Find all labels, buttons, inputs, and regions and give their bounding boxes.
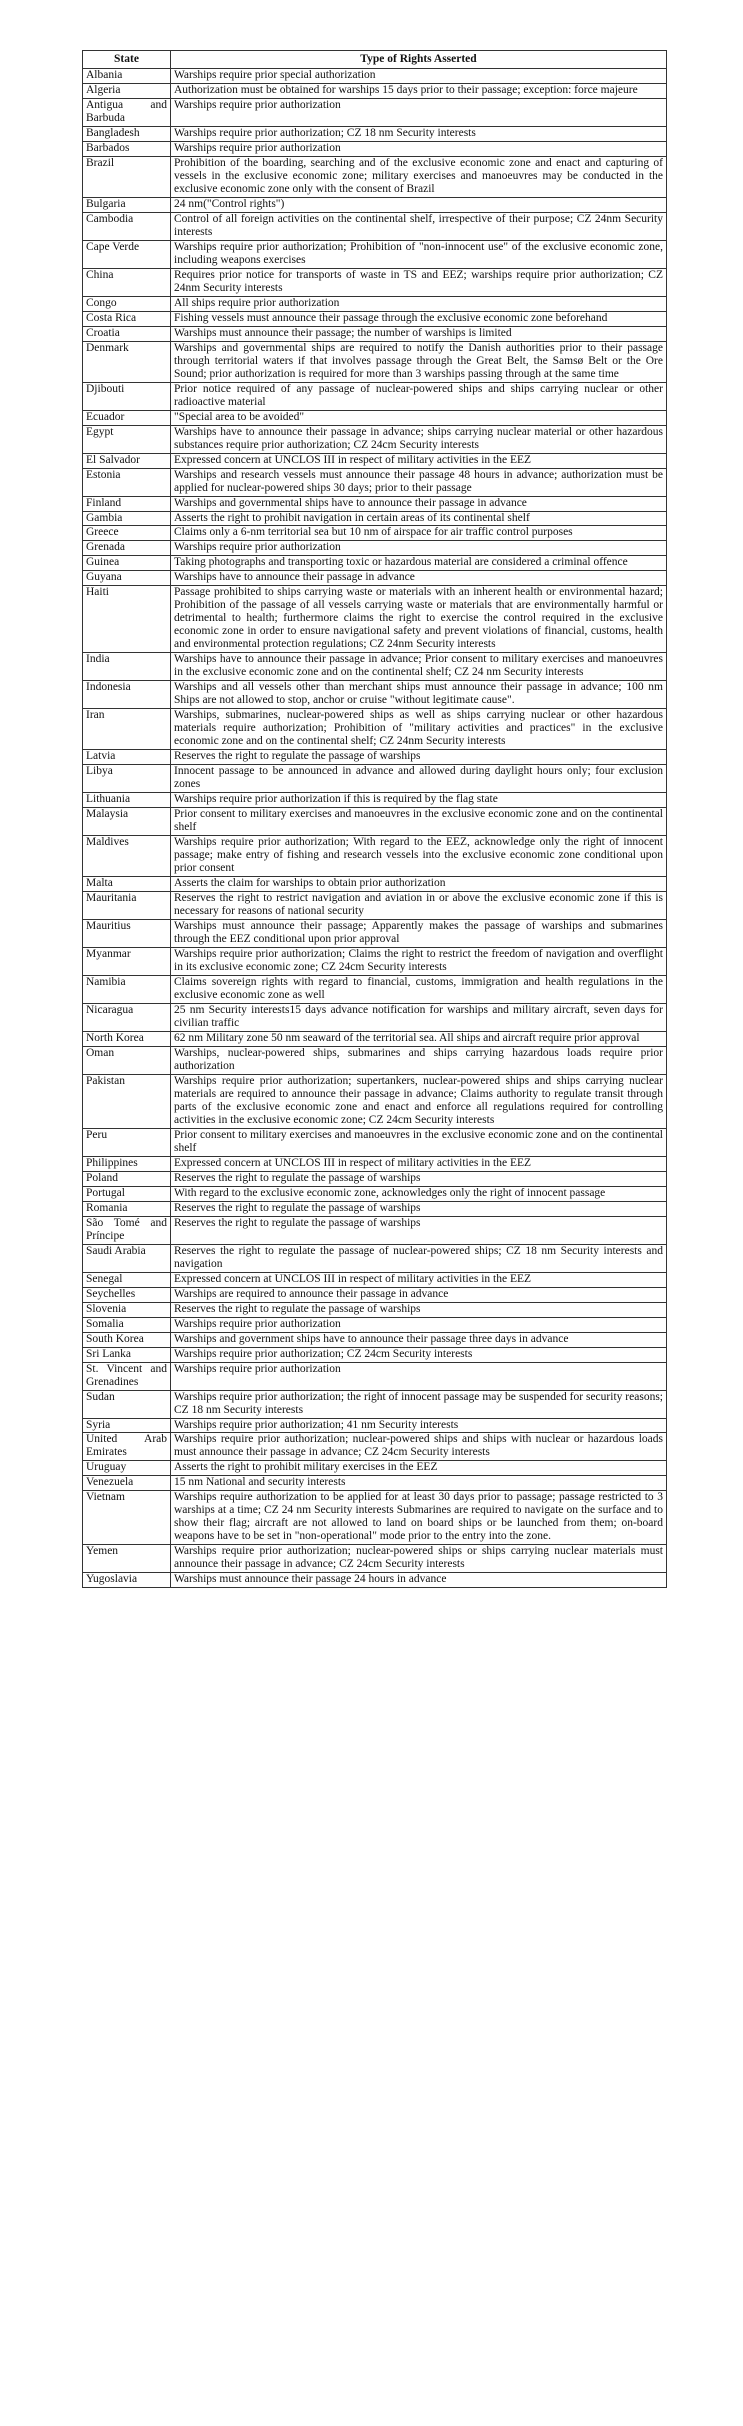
state-cell: Costa Rica <box>83 311 171 326</box>
state-cell: Namibia <box>83 975 171 1003</box>
state-column-header: State <box>83 51 171 69</box>
rights-cell: Warships must announce their passage 24 hours in advance <box>171 1573 667 1588</box>
rights-cell: Passage prohibited to ships carrying waste or materials with an inherent health or environmental hazard; Prohibition of the passage of all vessels carrying waste or materials that are environmentally harmful or detrimental to health; furthermore claims the right to exercise the control required in the exclusive economic zone in order to ensure navigational safety and prevent violations of financial, customs, health and environmental protection regulations; CZ 24nm Security interests <box>171 586 667 653</box>
rights-cell: 15 nm National and security interests <box>171 1476 667 1491</box>
table-row <box>83 1287 667 1302</box>
rights-cell: Warships require prior authorization; nuclear-powered ships and ships with nuclear or hazardous loads must announce their passage in advance; CZ 24cm Security interests <box>171 1433 667 1461</box>
rights-cell: Warships and governmental ships are required to notify the Danish authorities prior to their passage through territorial waters if that involves passage through the Great Belt, the Samsø Belt or the Ore Sound; prior authorization is required for more than 3 warships passing through at the same time <box>171 341 667 382</box>
table-row <box>83 948 667 976</box>
table-row <box>83 877 667 892</box>
table-row <box>83 1128 667 1156</box>
rights-cell: Warships and government ships have to announce their passage three days in advance <box>171 1332 667 1347</box>
rights-cell: Claims sovereign rights with regard to financial, customs, immigration and health regulations in the exclusive economic zone as well <box>171 975 667 1003</box>
table-body <box>83 68 667 1587</box>
table-row <box>83 68 667 83</box>
state-cell: Haiti <box>83 586 171 653</box>
rights-cell: Reserves the right to regulate the passage of nuclear-powered ships; CZ 18 nm Security interests and navigation <box>171 1244 667 1272</box>
state-cell: Maldives <box>83 836 171 877</box>
rights-cell: Prior consent to military exercises and manoeuvres in the exclusive economic zone and on the continental shelf <box>171 1128 667 1156</box>
rights-cell: With regard to the exclusive economic zone, acknowledges only the right of innocent passage <box>171 1186 667 1201</box>
table-row <box>83 410 667 425</box>
state-cell: Yemen <box>83 1545 171 1573</box>
rights-cell: Prior consent to military exercises and manoeuvres in the exclusive economic zone and on the continental shelf <box>171 808 667 836</box>
rights-cell: Warships require prior authorization; supertankers, nuclear-powered ships and ships carrying nuclear materials are required to announce their passage in advance; Claims authority to regulate transit through parts of the exclusive economic zone and enact and enforce all regulations required for controlling activities in the exclusive economic zone; CZ 24cm Security interests <box>171 1074 667 1128</box>
table-row <box>83 836 667 877</box>
state-cell: Congo <box>83 296 171 311</box>
table-row <box>83 326 667 341</box>
state-cell: North Korea <box>83 1031 171 1046</box>
rights-cell: Warships require prior authorization <box>171 1362 667 1390</box>
table-row <box>83 453 667 468</box>
rights-cell: Warships require prior authorization; CZ 18 nm Security interests <box>171 126 667 141</box>
rights-cell: Warships have to announce their passage in advance; ships carrying nuclear material or other hazardous substances require prior authorization; CZ 24cm Security interests <box>171 425 667 453</box>
state-cell: Portugal <box>83 1186 171 1201</box>
state-cell: Albania <box>83 68 171 83</box>
table-row <box>83 1491 667 1545</box>
state-cell: Venezuela <box>83 1476 171 1491</box>
rights-cell: Warships require prior authorization <box>171 98 667 126</box>
table-row <box>83 382 667 410</box>
rights-cell: All ships require prior authorization <box>171 296 667 311</box>
rights-cell: Requires prior notice for transports of waste in TS and EEZ; warships require prior authorization; CZ 24nm Security interests <box>171 268 667 296</box>
state-cell: Philippines <box>83 1156 171 1171</box>
rights-cell: Authorization must be obtained for warships 15 days prior to their passage; exception: force majeure <box>171 83 667 98</box>
table-row <box>83 126 667 141</box>
rights-cell: Fishing vessels must announce their passage through the exclusive economic zone beforehand <box>171 311 667 326</box>
state-cell: Latvia <box>83 750 171 765</box>
state-cell: Malaysia <box>83 808 171 836</box>
state-cell: Brazil <box>83 156 171 197</box>
state-cell: Bangladesh <box>83 126 171 141</box>
table-row <box>83 1545 667 1573</box>
rights-cell: Warships require prior authorization if this is required by the flag state <box>171 793 667 808</box>
table-row <box>83 1418 667 1433</box>
state-cell: Uruguay <box>83 1461 171 1476</box>
state-cell: Yugoslavia <box>83 1573 171 1588</box>
rights-cell: Warships require prior special authorization <box>171 68 667 83</box>
table-row <box>83 83 667 98</box>
table-row <box>83 920 667 948</box>
rights-cell: Warships and all vessels other than merchant ships must announce their passage in advance; 100 nm Ships are not allowed to stop, anchor or cruise "without legitimate cause". <box>171 681 667 709</box>
state-cell: Somalia <box>83 1317 171 1332</box>
table-row <box>83 681 667 709</box>
table-row <box>83 511 667 526</box>
table-row <box>83 1347 667 1362</box>
table-row <box>83 1186 667 1201</box>
table-row <box>83 1216 667 1244</box>
table-row <box>83 1302 667 1317</box>
state-cell: Estonia <box>83 468 171 496</box>
state-cell: South Korea <box>83 1332 171 1347</box>
state-cell: India <box>83 653 171 681</box>
rights-column-header: Type of Rights Asserted <box>171 51 667 69</box>
table-row <box>83 1074 667 1128</box>
table-row <box>83 268 667 296</box>
rights-cell: Warships, submarines, nuclear-powered ships as well as ships carrying nuclear or other hazardous materials require authorization; Prohibition of "military activities and practices" in the exclusive economic zone and on the continental shelf; CZ 24nm Security interests <box>171 709 667 750</box>
table-row <box>83 793 667 808</box>
rights-cell: 24 nm("Control rights") <box>171 197 667 212</box>
table-row <box>83 975 667 1003</box>
state-cell: Libya <box>83 765 171 793</box>
table-row <box>83 556 667 571</box>
rights-cell: Warships have to announce their passage in advance; Prior consent to military exercises and manoeuvres in the exclusive economic zone and on the continental shelf; CZ 24 nm Security interests <box>171 653 667 681</box>
state-cell: El Salvador <box>83 453 171 468</box>
rights-cell: Expressed concern at UNCLOS III in respect of military activities in the EEZ <box>171 1156 667 1171</box>
rights-cell: Reserves the right to regulate the passage of warships <box>171 1216 667 1244</box>
table-row <box>83 425 667 453</box>
rights-cell: Taking photographs and transporting toxic or hazardous material are considered a criminal offence <box>171 556 667 571</box>
rights-cell: Reserves the right to regulate the passage of warships <box>171 1171 667 1186</box>
rights-cell: Warships require prior authorization <box>171 141 667 156</box>
state-cell: Antigua and Barbuda <box>83 98 171 126</box>
table-row <box>83 571 667 586</box>
state-cell: Syria <box>83 1418 171 1433</box>
rights-cell: Expressed concern at UNCLOS III in respect of military activities in the EEZ <box>171 453 667 468</box>
rights-cell: Reserves the right to regulate the passage of warships <box>171 750 667 765</box>
state-cell: Slovenia <box>83 1302 171 1317</box>
table-row <box>83 709 667 750</box>
state-cell: Mauritius <box>83 920 171 948</box>
rights-cell: Expressed concern at UNCLOS III in respect of military activities in the EEZ <box>171 1272 667 1287</box>
table-row <box>83 1362 667 1390</box>
state-cell: Pakistan <box>83 1074 171 1128</box>
rights-cell: 62 nm Military zone 50 nm seaward of the territorial sea. All ships and aircraft require prior approval <box>171 1031 667 1046</box>
rights-cell: Warships require prior authorization; 41 nm Security interests <box>171 1418 667 1433</box>
table-row <box>83 212 667 240</box>
table-row <box>83 808 667 836</box>
rights-cell: Warships have to announce their passage in advance <box>171 571 667 586</box>
table-row <box>83 1046 667 1074</box>
rights-cell: Warships require prior authorization; CZ 24cm Security interests <box>171 1347 667 1362</box>
rights-cell: Reserves the right to regulate the passage of warships <box>171 1201 667 1216</box>
table-row <box>83 765 667 793</box>
state-cell: China <box>83 268 171 296</box>
state-cell: Grenada <box>83 541 171 556</box>
rights-cell: Asserts the right to prohibit navigation in certain areas of its continental shelf <box>171 511 667 526</box>
state-cell: Malta <box>83 877 171 892</box>
table-row <box>83 1461 667 1476</box>
rights-cell: Warships, nuclear-powered ships, submarines and ships carrying hazardous loads require prior authorization <box>171 1046 667 1074</box>
table-row <box>83 141 667 156</box>
state-cell: Romania <box>83 1201 171 1216</box>
rights-cell: Warships require prior authorization; Claims the right to restrict the freedom of navigation and overflight in its exclusive economic zone; CZ 24cm Security interests <box>171 948 667 976</box>
rights-cell: Warships are required to announce their passage in advance <box>171 1287 667 1302</box>
state-cell: Nicaragua <box>83 1003 171 1031</box>
state-cell: Denmark <box>83 341 171 382</box>
state-cell: Barbados <box>83 141 171 156</box>
rights-cell: Prohibition of the boarding, searching and of the exclusive economic zone and enact and capturing of vessels in the exclusive economic zone; military exercises and manoeuvres may be conducted in the exclusive economic zone only with the consent of Brazil <box>171 156 667 197</box>
state-cell: Croatia <box>83 326 171 341</box>
state-cell: Indonesia <box>83 681 171 709</box>
rights-cell: Reserves the right to restrict navigation and aviation in or above the exclusive economic zone if this is necessary for reasons of national security <box>171 892 667 920</box>
state-cell: Sri Lanka <box>83 1347 171 1362</box>
rights-cell: 25 nm Security interests15 days advance notification for warships and military aircraft, seven days for civilian traffic <box>171 1003 667 1031</box>
table-row <box>83 240 667 268</box>
state-cell: Greece <box>83 526 171 541</box>
table-row <box>83 156 667 197</box>
table-row <box>83 311 667 326</box>
table-row <box>83 1003 667 1031</box>
rights-cell: Warships require prior authorization; the right of innocent passage may be suspended for security reasons; CZ 18 nm Security interests <box>171 1390 667 1418</box>
table-row <box>83 296 667 311</box>
state-cell: Senegal <box>83 1272 171 1287</box>
table-row <box>83 1317 667 1332</box>
state-cell: Egypt <box>83 425 171 453</box>
state-cell: Saudi Arabia <box>83 1244 171 1272</box>
table-row <box>83 1201 667 1216</box>
state-cell: Myanmar <box>83 948 171 976</box>
rights-cell: Warships and governmental ships have to announce their passage in advance <box>171 496 667 511</box>
table-row <box>83 892 667 920</box>
state-cell: Ecuador <box>83 410 171 425</box>
state-cell: Oman <box>83 1046 171 1074</box>
table-row <box>83 526 667 541</box>
table-row <box>83 1390 667 1418</box>
table-row <box>83 1476 667 1491</box>
table-row <box>83 541 667 556</box>
table-row <box>83 586 667 653</box>
table-row <box>83 1272 667 1287</box>
table-row <box>83 341 667 382</box>
rights-cell: Warships require prior authorization; nuclear-powered ships or ships carrying nuclear materials must announce their passage in advance; CZ 24cm Security interests <box>171 1545 667 1573</box>
rights-cell: Claims only a 6-nm territorial sea but 10 nm of airspace for air traffic control purposes <box>171 526 667 541</box>
table-row <box>83 468 667 496</box>
rights-cell: Asserts the right to prohibit military exercises in the EEZ <box>171 1461 667 1476</box>
state-cell: Finland <box>83 496 171 511</box>
rights-cell: Warships require prior authorization <box>171 1317 667 1332</box>
state-cell: Iran <box>83 709 171 750</box>
rights-cell: Warships require prior authorization <box>171 541 667 556</box>
state-cell: Seychelles <box>83 1287 171 1302</box>
rights-cell: Warships require authorization to be applied for at least 30 days prior to passage; passage restricted to 3 warships at a time; CZ 24 nm Security interests Submarines are required to navigate on the surface and to show their flag; aircraft are not allowed to land on board ships or be launched from them; on-board weapons have to be set in "non-operational" mode prior to the entry into the zone. <box>171 1491 667 1545</box>
table-row <box>83 1156 667 1171</box>
rights-cell: Control of all foreign activities on the continental shelf, irrespective of their purpose; CZ 24nm Security interests <box>171 212 667 240</box>
rights-cell: Prior notice required of any passage of nuclear-powered ships and ships carrying nuclear or other radioactive material <box>171 382 667 410</box>
rights-cell: Warships must announce their passage; Apparently makes the passage of warships and submarines through the EEZ conditional upon prior approval <box>171 920 667 948</box>
rights-cell: Asserts the claim for warships to obtain prior authorization <box>171 877 667 892</box>
table-row <box>83 496 667 511</box>
rights-cell: Innocent passage to be announced in advance and allowed during daylight hours only; four exclusion zones <box>171 765 667 793</box>
state-cell: Peru <box>83 1128 171 1156</box>
state-cell: Sudan <box>83 1390 171 1418</box>
table-row <box>83 750 667 765</box>
table-row <box>83 1332 667 1347</box>
table-row <box>83 1573 667 1588</box>
state-cell: Algeria <box>83 83 171 98</box>
state-cell: United Arab Emirates <box>83 1433 171 1461</box>
state-cell: Bulgaria <box>83 197 171 212</box>
rights-cell: "Special area to be avoided" <box>171 410 667 425</box>
table-row <box>83 1031 667 1046</box>
state-cell: São Tomé and Príncipe <box>83 1216 171 1244</box>
rights-cell: Reserves the right to regulate the passage of warships <box>171 1302 667 1317</box>
table-row <box>83 1433 667 1461</box>
table-header-row <box>83 51 667 69</box>
state-cell: St. Vincent and Grenadines <box>83 1362 171 1390</box>
table-row <box>83 98 667 126</box>
state-cell: Gambia <box>83 511 171 526</box>
state-cell: Lithuania <box>83 793 171 808</box>
table-row <box>83 197 667 212</box>
rights-cell: Warships and research vessels must announce their passage 48 hours in advance; authorization must be applied for nuclear-powered ships 30 days; prior to their passage <box>171 468 667 496</box>
state-cell: Cape Verde <box>83 240 171 268</box>
table-row <box>83 1171 667 1186</box>
rights-table <box>82 50 667 1588</box>
state-cell: Guinea <box>83 556 171 571</box>
state-cell: Cambodia <box>83 212 171 240</box>
rights-cell: Warships require prior authorization; With regard to the EEZ, acknowledge only the right of innocent passage; make entry of fishing and research vessels into the exclusive economic zone conditional upon prior consent <box>171 836 667 877</box>
state-cell: Vietnam <box>83 1491 171 1545</box>
state-cell: Mauritania <box>83 892 171 920</box>
state-cell: Guyana <box>83 571 171 586</box>
table-row <box>83 653 667 681</box>
rights-cell: Warships must announce their passage; the number of warships is limited <box>171 326 667 341</box>
table-row <box>83 1244 667 1272</box>
state-cell: Djibouti <box>83 382 171 410</box>
state-cell: Poland <box>83 1171 171 1186</box>
rights-cell: Warships require prior authorization; Prohibition of "non-innocent use" of the exclusive economic zone, including weapons exercises <box>171 240 667 268</box>
